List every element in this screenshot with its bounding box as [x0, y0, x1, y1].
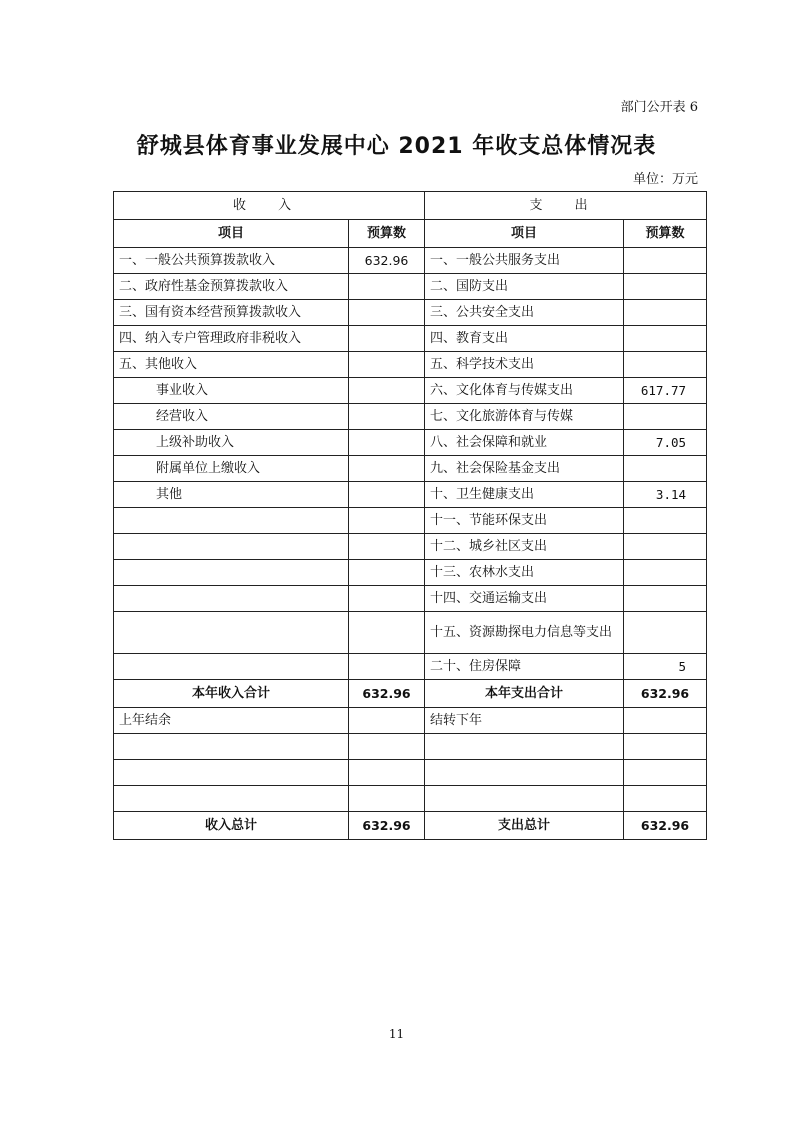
- expense-value: [624, 404, 707, 430]
- expense-item: 十五、资源勘探电力信息等支出: [425, 612, 624, 654]
- grand-total-row: [114, 812, 707, 840]
- income-value: [349, 404, 425, 430]
- expense-item: 二十、住房保障: [425, 654, 624, 680]
- expense-item: 八、社会保障和就业: [425, 430, 624, 456]
- page-title: 舒城县体育事业发展中心 2021 年收支总体情况表: [136, 134, 657, 159]
- expense-item: 四、教育支出: [425, 326, 624, 352]
- income-item: 事业收入: [114, 378, 349, 404]
- table-row: [114, 654, 707, 680]
- income-item-header: 项目: [114, 220, 349, 248]
- table-row: [114, 352, 707, 378]
- expense-value: [624, 274, 707, 300]
- expense-item: 十四、交通运输支出: [425, 586, 624, 612]
- expense-value: 5: [624, 654, 707, 680]
- income-value: [349, 508, 425, 534]
- expense-value: [624, 560, 707, 586]
- table-row: [114, 326, 707, 352]
- table-row: [114, 586, 707, 612]
- expense-value: 7.05: [624, 430, 707, 456]
- year-total-row: [114, 680, 707, 708]
- income-item: [114, 560, 349, 586]
- carry-forward-label: 结转下年: [425, 708, 624, 734]
- expense-value: [624, 534, 707, 560]
- expense-value: [624, 508, 707, 534]
- expense-item: 九、社会保险基金支出: [425, 456, 624, 482]
- expense-item: 七、文化旅游体育与传媒: [425, 404, 624, 430]
- table-row: [114, 560, 707, 586]
- expense-item: 二、国防支出: [425, 274, 624, 300]
- income-value: [349, 430, 425, 456]
- income-item: [114, 534, 349, 560]
- expense-value: [624, 586, 707, 612]
- income-value: [349, 378, 425, 404]
- carry-forward-value: [624, 708, 707, 734]
- income-item: 二、政府性基金预算拨款收入: [114, 274, 349, 300]
- expense-value: [624, 326, 707, 352]
- income-section-header: 收 入: [114, 192, 425, 220]
- income-year-total-value: 632.96: [349, 680, 425, 708]
- expense-year-total-label: 本年支出合计: [425, 680, 624, 708]
- table-row: [114, 482, 707, 508]
- table-row: [114, 508, 707, 534]
- income-value: [349, 300, 425, 326]
- income-value: 632.96: [349, 248, 425, 274]
- table-row: [114, 404, 707, 430]
- income-value: [349, 274, 425, 300]
- income-grand-total-value: 632.96: [349, 812, 425, 840]
- expense-grand-total-label: 支出总计: [425, 812, 624, 840]
- income-value: [349, 482, 425, 508]
- income-item: 其他: [114, 482, 349, 508]
- income-item: 四、纳入专户管理政府非税收入: [114, 326, 349, 352]
- page-number: 11: [388, 1027, 405, 1041]
- expense-value: [624, 612, 707, 654]
- budget-table: [113, 191, 707, 840]
- table-row: [114, 274, 707, 300]
- income-value: [349, 612, 425, 654]
- expense-item: 十一、节能环保支出: [425, 508, 624, 534]
- unit-label: 单位：万元: [632, 172, 698, 187]
- prior-year-balance-value: [349, 708, 425, 734]
- income-item: [114, 586, 349, 612]
- income-value: [349, 586, 425, 612]
- expense-item: 十二、城乡社区支出: [425, 534, 624, 560]
- expense-item: 一、一般公共服务支出: [425, 248, 624, 274]
- carry-row: [114, 708, 707, 734]
- income-budget-header: 预算数: [349, 220, 425, 248]
- expense-budget-header: 预算数: [624, 220, 707, 248]
- expense-value: [624, 300, 707, 326]
- table-row: [114, 534, 707, 560]
- expense-section-header: 支 出: [425, 192, 707, 220]
- income-item: 附属单位上缴收入: [114, 456, 349, 482]
- table-row: [114, 300, 707, 326]
- income-item: 五、其他收入: [114, 352, 349, 378]
- income-value: [349, 456, 425, 482]
- expense-value: [624, 352, 707, 378]
- income-value: [349, 534, 425, 560]
- table-row: [114, 760, 707, 786]
- income-item: [114, 508, 349, 534]
- expense-item: 三、公共安全支出: [425, 300, 624, 326]
- income-year-total-label: 本年收入合计: [114, 680, 349, 708]
- income-item: 一、一般公共预算拨款收入: [114, 248, 349, 274]
- table-row: [114, 456, 707, 482]
- income-value: [349, 560, 425, 586]
- expense-grand-total-value: 632.96: [624, 812, 707, 840]
- income-grand-total-label: 收入总计: [114, 812, 349, 840]
- income-item: [114, 654, 349, 680]
- table-row: [114, 430, 707, 456]
- table-row: [114, 786, 707, 812]
- income-value: [349, 326, 425, 352]
- table-number-tag: 部门公开表 6: [620, 100, 698, 115]
- expense-value: 617.77: [624, 378, 707, 404]
- income-value: [349, 654, 425, 680]
- income-item: [114, 612, 349, 654]
- income-item: 三、国有资本经营预算拨款收入: [114, 300, 349, 326]
- expense-item: 五、科学技术支出: [425, 352, 624, 378]
- prior-year-balance-label: 上年结余: [114, 708, 349, 734]
- expense-value: [624, 456, 707, 482]
- expense-item-header: 项目: [425, 220, 624, 248]
- expense-item: 六、文化体育与传媒支出: [425, 378, 624, 404]
- table-row: [114, 612, 707, 654]
- income-item: 上级补助收入: [114, 430, 349, 456]
- income-value: [349, 352, 425, 378]
- expense-value: [624, 248, 707, 274]
- expense-year-total-value: 632.96: [624, 680, 707, 708]
- table-row: [114, 734, 707, 760]
- income-item: 经营收入: [114, 404, 349, 430]
- table-row: [114, 378, 707, 404]
- expense-item: 十三、农林水支出: [425, 560, 624, 586]
- expense-value: 3.14: [624, 482, 707, 508]
- expense-item: 十、卫生健康支出: [425, 482, 624, 508]
- table-row: [114, 248, 707, 274]
